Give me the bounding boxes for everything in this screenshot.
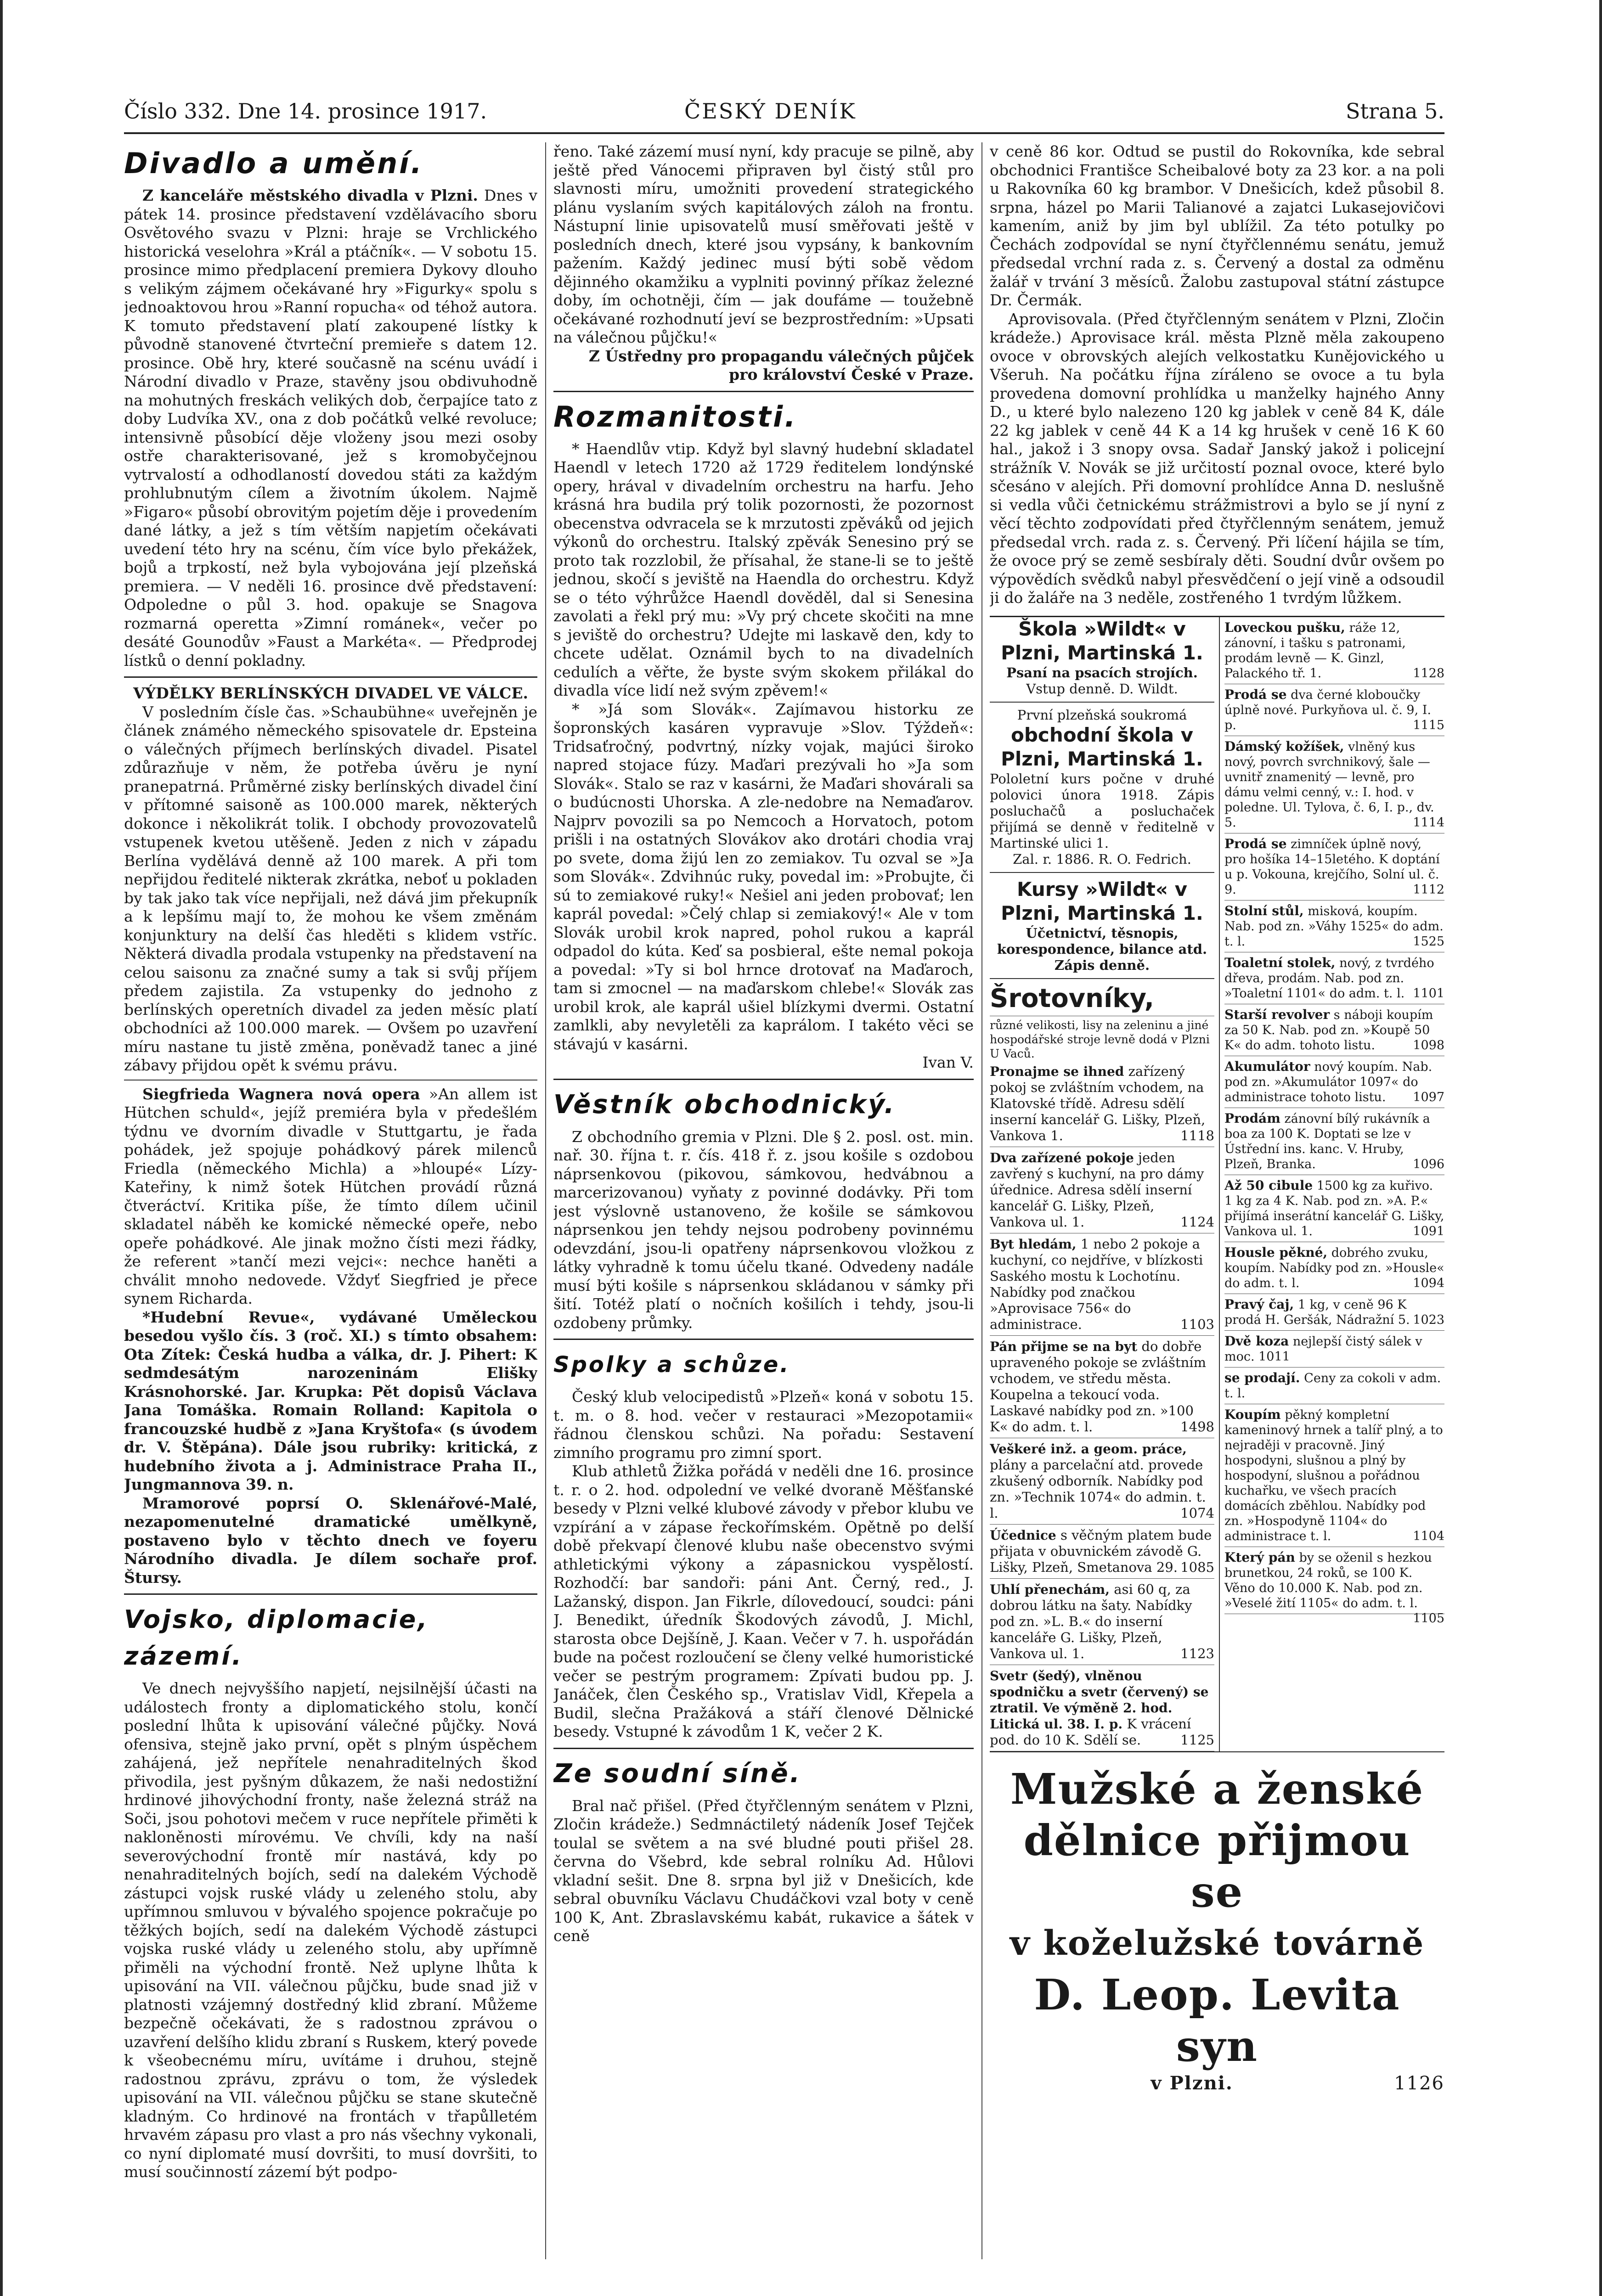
ads-left-list <box>990 1061 1214 1751</box>
column-left <box>124 142 537 2259</box>
classified-ad-code: 1525 <box>1413 934 1444 949</box>
article-aprovisovala: Aprovisovala. (Před čtyřčlenným senátem v Plzni, Zločin krádeže.) Aprovisace král. města Plzně měla zakoupeno ovoce v obrovských alejích velkostatku Kunějovického u Všeruh. Na počátku října zíráleno se ovoce a tu byla provedena domovní prohlídka u manželky hajného Anny D., u které bylo nalezeno 120 kg jablek v ceně 84 K, dále 22 kg jablek v ceně 44 K a 14 kg hrušek v ceně 16 K 60 hal., jakož i 3 snopy ovsa. Sadař Janský jakož i policejní strážník V. Novák se již určitostí poznal ovoce, které bylo sčesáno v alejích. Při domovní prohlídce Anna D. neslušně si vedla vůči četnickému strážmistrovi a bylo se jí nyní z věcí těchto zodpovídati před čtyřčlenným senátem, jemuž předsedal vrch. rada z. s. Červený. Při líčení hájila se tím, že ovoce prý se země sesbíraly děti. Soudní dvůr ovšem po výpovědích svědků nabyl přesvědčení o její vině a odsoudil ji do žaláře na 3 neděle, zostřeného 1 tvrdým lůžkem. <box>990 310 1444 607</box>
ad-rule <box>990 872 1214 873</box>
classified-ad-body: zimníček úplně nový, pro hošíka 14–15letého. K doptání u p. Vokouna, krejčího, Solní ul. č. 9. <box>1224 837 1440 897</box>
classified-ad <box>990 1147 1214 1233</box>
article-cycling-club: Český klub velocipedistů »Plzeň« koná v sobotu 15. t. m. o 8. hod. večer v restauraci »Mezopotamii« řádnou členskou schůzi. Na pořadu: Sestavení zimního programu pro zimní sport. <box>553 1388 974 1462</box>
classified-ad-code: 1097 <box>1413 1090 1444 1104</box>
issue-date: Číslo 332. Dne 14. prosince 1917. <box>124 99 487 124</box>
tannery-ad-line2: dělnice přijmou se <box>1023 1815 1411 1917</box>
classified-ad <box>1224 1294 1444 1331</box>
classified-ad <box>990 1061 1214 1147</box>
classified-ad-heading: Dvě koza <box>1224 1333 1289 1349</box>
classified-ad <box>1224 1547 1444 1626</box>
classified-ad-code: 1091 <box>1413 1224 1444 1238</box>
ad-business-school-body: Pololetní kurs počne v druhé polovici února 1918. Zápis posluchačů a posluchaček přijímá se denně v ředitelně v Martinské ulici 1. <box>990 771 1214 851</box>
classified-ad-body: K vrácení pod. do 10 K. Sdělí se. <box>990 1716 1191 1748</box>
classified-ad-body: zařízený pokoj se zvláštním vchodem, na Klatovské třídě. Adresu sdělí inserní kancelář G. Lišky, Plzeň, Vankova 1. <box>990 1063 1206 1143</box>
classified-ad <box>1224 617 1444 684</box>
classified-ad-heading: Starší revolver <box>1224 1007 1330 1022</box>
classified-ad-code: 1125 <box>1180 1732 1214 1748</box>
page-number: Strana 5. <box>1346 99 1444 124</box>
tannery-ad-line1: Mužské a ženské <box>1010 1764 1424 1814</box>
section-banner-court: Ze soudní síně. <box>553 1758 802 1789</box>
classified-ad-code: 1096 <box>1413 1157 1444 1171</box>
section-rule <box>553 391 974 392</box>
article-berlin-theatres: V posledním čísle čas. »Schaubühne« uveřejněn je článek známého německého spisovatele dr. Epsteina o válečných příjmech berlínských divadel. Pisatel zdůrazňuje v něm, že potřeba úvěru je nyní pranepatrná. Průměrné zisky berlínských divadel činí v přítomné saisoně as 100.000 marek, některých dokonce i několikrát tolik. I obchody provozovatelů vstupenek kvetou utěšeně. Jeden z nich v západu Berlína vydělává denně až 100 marek. A při tom nepřijdou ředitelé nikterak zkrátka, neboť u pokladen by tak jako tak více nepřijali, než dává jim překupník a k lepšímu mají to, že mohou ke všem změnám konjunktury na delší čas hleděti s klidem vstříc. Některá divadla prodala vstupenky na představení na celou saisonu za značné sumy a tak si svůj příjem předem zajistila. Za vstupenky do jednoho z berlínských operetních divadel za jeden měsíc platí obchodníci až 100.000 marek. — Ovšem po uzavření míru nastane tu jistě změna, poněvadž tanec a jiné zábavy přijdou opět k svému právu. <box>124 703 537 1074</box>
classified-ad-code: 1123 <box>1180 1645 1214 1661</box>
article-war-loan-continued: řeno. Také zázemí musí nyní, kdy pracuje se pilně, aby ještě před Vánocemi připraven byl čistý stůl pro slavnosti míru, umožniti provedení strategického plánu vyslaním svých kapitálových záloh na frontu. Nástupní linie upisovatelů musí směřovati ještě v posledních dnech, které jsou vypsány, k bankovním pažením. Každý jedinec musí býti sobě vědom dějinného okamžiku a vyplniti povinný příkaz železné doby, ím ochotněji, čím — jak doufáme — toužebně očekávané rozhodnutí jeví se bezprostředním: »Upsati na válečnou půjčku!« <box>553 142 974 346</box>
article-body: Dnes v pátek 14. prosince představení vzdělávacího sboru Osvětového svazu v Plzni: hraje se Vrchlického historická veselohra »Král a ptáčník«. — V sobotu 15. prosince mimo předplacení premiera Dykovy dlouho s velikým zájmem očekávané hry »Figurky« spolu s jednoaktovou hrou »Ranní ropucha« od téhož autora. K tomuto představení platí zakoupené lístky k původně stanovené čtvrteční premieře s datem 12. prosince. Obě hry, které současně na scénu uvádí i Národní divadlo v Praze, stavěny jsou obdivuhodně na mohutných freskách velikých dob, čerpajíce tato z doby Ludvíka XV., ona z dob počátků velké revoluce; intensivně působící děje vloženy jsou mezi osoby ostře charakterisované, jež s kromobyčejnou vytrvalostí a odhodlaností dovedou státi za každým prohlubnutým cílem a životním úkolem. Najmě »Figaro« působí obrovitým pojetím děje i provedením dané látky, a jež s tím větším napjetím očekávati uvedení této hry na scénu, čím více bylo překážek, bojů a trpkostí, než byla vybojována její plzeňská premiera. — V neděli 16. prosince dvě představení: Odpoledne o půl 3. hod. opakuje se Snagova rozmarná operetta »Zimní románek«, večer po desáté Gounodův »Faust a Markéta«. — Předprodej lístků o denní pokladny. <box>124 186 537 670</box>
ad-courses-enrol: Zápis denně. <box>1054 957 1150 973</box>
classified-ad-body: zánovní bílý rukávník a boa za 100 K. Doptati se lze v Ústřední ins. kanc. V. Hruby, Plzeň, Branka. <box>1224 1111 1430 1171</box>
article-athletic-club: Klub athletů Žižka pořádá v neděli dne 16. prosince t. r. o 2. hod. odpolední ve velké dvoraně Měšťanské besedy v Plzni velké klubové závody v přebor klubu ve vzpírání a v zápase řeckořímském. Opětně po delší době překvapí členové klubu naše obecenstvo svými athletickými výkony a zápasnickou vyspělostí. Rozhodčí: bar sandoři: páni Ant. Černý, red., J. Lažanský, dispon. Jan Fikrle, dílovedoucí, soudci: páni J. Benedikt, úředník Škodových závodů, J. Michl, starosta obce Dejšíně, J. Kaan. Večer v 7. h. uspořádán bude na počest rozloučení se členy velké humoristické večer se pestrým programem: Zpívati budou pp. J. Janáček, člen Českého sp., Vratislav Vidl, Křepela a Budil, slečna Pražáková a stáří členové Dělnické besedy. Vstupné k závodům 1 K, večer 2 K. <box>553 1462 974 1740</box>
section-rule <box>553 1339 974 1340</box>
article-body: »An allem ist Hütchen schuld«, jejíž premiéra byla v předešlém týdnu ve dvorním divadle v Stuttgartu, je řada pohádek, jež spojuje pohádkový párek milenců Friedla (německého Michla) a »hloupé« Lízy-Kateřiny, k nimž šotek Hütchen provádí různá čtveráctví. Kritika píše, že tímto dílem učinil skladatel náběh ke komické německé opeře, nebo opeře pohádkové. Ale jinak možno čísti mezi řádky, že referent »tančí mezi vejci«: nechce haněti a chválit mnoho nedovede. Vždyť Siegfried je přece synem Richarda. <box>124 1085 537 1307</box>
article-rule <box>124 676 537 678</box>
classified-ad <box>1224 736 1444 833</box>
classified-ad <box>990 1579 1214 1665</box>
newspaper-page <box>124 92 1444 2278</box>
classified-ad-body: s věčným platem bude přijata v obuvnickém závodě G. Lišky, Plzeň, Smetanova 29. <box>990 1527 1212 1575</box>
classified-ad-body: misková, koupím. Nab. pod zn. »Váhy 1525« do adm. t. l. <box>1224 904 1444 949</box>
classified-ad <box>1224 952 1444 1004</box>
classified-ad-code: 1498 <box>1180 1418 1214 1435</box>
classified-ad-heading: Stolní stůl, <box>1224 903 1304 918</box>
ad-rule <box>990 978 1214 979</box>
masthead-rule <box>124 132 1444 134</box>
classified-ad-body: Ceny za cokoli v adm. t. l. <box>1224 1371 1441 1401</box>
classified-ad <box>1224 1108 1444 1175</box>
classified-ad-code: 1085 <box>1180 1559 1214 1575</box>
article-ja-som-slovak: * »Já som Slovák«. Zajímavou historku ze šopronských kasáren vypravuje »Slov. Týždeň«: Tridsaťročný, podvrtný, nízky vojak, majúci široko napred stojace fúzy. Maďari prezývali ho »Ja som Slovák«. Stalo se raz v kasárni, že Maďari shovárali sa o budúcnosti Uhorska. A zle-nedobre na Nemaďarov. Najprv povozili sa po Nemcoch a Horvatoch, potom prišli i na ostatných Slovákov ako drotári chodia vraj po svete, doma žijú len zo zemiakov. Tu ozval se »Ja som Slovák«. Zdvihnúc ruky, povedal im: »Probujte, či sú to zemiakové ruky!« Nešiel ani jeden probovať; len kaprál povedal: »Čelý chlap si zemiakový!« Ale v tom Slovák urobil krok napred, pohol rukou a kaprál odpadol do kúta. Keď sa posbieral, ešte nemal pokoja a povedal: »Ty si bol hrnce drotovať na Maďaroch, tam si zmocnel — na maďarskom chlebe!« Slovák zas urobil krok, ale kaprál ušiel blízkymi dvermi. Ostatní zamlkli, aby nevyletěli za kaprálom. I takéto věci se stávajú v kasárni. <box>553 700 974 1053</box>
classified-ad-heading: Veškeré inž. a geom. práce, <box>990 1441 1187 1457</box>
column-right <box>990 142 1444 2259</box>
tannery-ad-line4: D. Leop. Levita syn <box>1034 1970 1400 2071</box>
classified-ad-body: dobrého zvuku, koupím. Nabídky pod zn. »Housle« do adm. t. l. <box>1224 1245 1444 1290</box>
classified-ad-body: 1 kg, v ceně 96 K prodá H. Geršák, Nádražní 5. <box>1224 1297 1410 1327</box>
masthead <box>124 92 1444 129</box>
ad-business-school-title: obchodní škola v Plzni, Martinská 1. <box>1001 723 1203 770</box>
classified-ad <box>1224 684 1444 736</box>
classified-ad-heading: Pán přijme se na byt <box>990 1339 1138 1354</box>
classified-ad-body: pěkný kompletní kameninový hrnek a talíř plný, a to nejraději v pracovně. Jiný hospodyni, slušnou a plný by hospodyní, slušnou a pořádnou kuchařku, ve všech pracích domácích zběhlou. Nabídky pod zn. »Hospodyně 1104« do administrace t. l. <box>1224 1407 1443 1543</box>
article-signature: Z Ústředny pro propagandu válečných půjček pro království České v Praze. <box>588 347 974 383</box>
tannery-ad <box>990 1763 1444 2095</box>
classified-column-right <box>1220 617 1444 1751</box>
ad-courses-title: Kursy »Wildt« v Plzni, Martinská 1. <box>1001 878 1203 924</box>
ads-right-list <box>1224 617 1444 1626</box>
classified-ad <box>1224 1056 1444 1108</box>
classified-ad-body: dva černé kloboučky úplně nové. Purkyňova ul. č. 9, I. p. <box>1224 687 1432 732</box>
classified-ad <box>990 1665 1214 1751</box>
tannery-ad-line3: v koželužské továrně <box>1010 1923 1425 1963</box>
newspaper-title: ČESKÝ DENÍK <box>684 99 857 124</box>
classified-ad-heading: Loveckou pušku, <box>1224 619 1345 635</box>
classified-ad <box>1224 1175 1444 1242</box>
left-edge-shadow <box>0 0 3 2296</box>
article-hudebni-revue: *Hudební Revue«, vydávané Uměleckou besedou vyšlo čís. 3 (roč. XI.) s tímto obsahem: Ota Zítek: Česká hudba a válka, dr. J. Pihert: K sedmdesátým narozeninám Elišky Krásnohorské. Jar. Krupka: Pět dopisů Václava Jana Tomáška. Romain Rolland: Kapitola o francouzské hudbě z »Jana Kryštofa« (s úvodem dr. V. Štěpána). Dále jsou rubriky: kritická, z hudebního života a j. Administrace Praha II., Jungmannova 39. n. <box>124 1308 537 1493</box>
classified-ad <box>1224 900 1444 952</box>
classified-ad-body: 1 nebo 2 pokoje a kuchyní, co nejdříve, v blízkosti Saského mostu k Lochotínu. Nabídky pod značkou »Aprovisace 756« do administrace. <box>990 1236 1203 1332</box>
classified-ad-body: jeden zavřený s kuchyní, na pro dámy úřednice. Adresa sdělí inserní kancelář G. Lišky, Plzeň, Vankova ul. 1. <box>990 1149 1204 1230</box>
classified-ad-heading: Uhlí přenechám, <box>990 1581 1110 1597</box>
article-signature: Ivan V. <box>922 1053 974 1071</box>
section-banner-varieties: Rozmanitosti. <box>553 400 797 433</box>
classified-ad-code: 1023 <box>1413 1312 1444 1327</box>
classified-ad-heading: Prodám <box>1224 1110 1280 1126</box>
classified-ad-heading: Prodá se <box>1224 687 1287 702</box>
column-middle <box>553 142 974 2259</box>
classified-ad-code: 1112 <box>1413 882 1444 897</box>
classified-ad <box>1224 833 1444 900</box>
classified-ads <box>990 616 1444 1752</box>
section-banner-army: Vojsko, diplomacie, zázemí. <box>124 1605 429 1671</box>
article-heading-berlin: VÝDĚLKY BERLÍNSKÝCH DIVADEL VE VÁLCE. <box>133 684 528 702</box>
classified-ad <box>990 1233 1214 1336</box>
classified-ad-code: 1114 <box>1413 815 1444 830</box>
classified-ad-code: 1128 <box>1413 666 1444 681</box>
classified-ad-heading: Účednice <box>990 1527 1056 1543</box>
classified-ad <box>1224 1331 1444 1367</box>
tannery-ad-city: v Plzni. <box>1151 2072 1233 2094</box>
classified-ad-body: nejlepší čistý sálek v moc. 1011 <box>1224 1334 1422 1364</box>
ad-school-wildt-line2: Vstup denně. D. Wildt. <box>1026 681 1178 697</box>
classified-ad-code: 1104 <box>1413 1529 1444 1543</box>
classified-ad-heading: Koupím <box>1224 1407 1281 1422</box>
classified-ad-heading: Který pán <box>1224 1549 1295 1565</box>
classified-ad-heading: Dámský kožíšek, <box>1224 738 1344 754</box>
column-divider-1 <box>545 142 546 2259</box>
right-edge-shadow <box>1599 0 1602 2296</box>
classified-ad-heading: Prodá se <box>1224 836 1287 851</box>
classified-ad <box>1224 1242 1444 1294</box>
classified-ad-heading: Svetr (šedý), vlněnou spodničku a svetr (červený) se ztratil. Ve výměně 2. hod. Litická ul. 38. I. p. <box>990 1668 1209 1732</box>
article-war-loan: Ve dnech nejvyššího napjetí, nejsilnější účasti na událostech fronty a diplomatického stolu, končí poslední lhůta k upisování válečné půjčky. Nová ofensiva, stejně jako první, opět s plným úspěchem zahájená, jež nepřítele nenahraditelných škod přivodila, jest pyšným důkazem, že naši nedostižní hrdinové jihovýchodní fronty, naše železná stráž na Soči, jsou pohotovi mečem v ruce nepřítele přiměti k nakloněnosti mírovému. Ve chvíli, kdy na naší severovýchodní frontě mír nastává, kdy po nenahraditelných bojích, sedí na dalekém Východě zástupci vojsk ruské vlády u zeleného stolu, aby upřímnou smluvou v bývalého spojence pokračuje po těžkých bojích, sedí na dalekém Východě zástupci vojska ruské vlády u zeleného stolu, aby upřímně přiměli na východní frontě. Než uplyne lhůta k upisování na VII. válečnou půjčku, bude snad již v platnosti vzájemný dostředný klid zbraní. Můžeme bezpečně očekávati, že s radostnou zprávou o uzavření delšího klidu zbraní s Ruskem, který povede k všeobecnému míru, uvítáme i druhou, stejně radostnou zprávu, zprávu o tom, že výsledek upisování na VII. válečnou půjčku se stane skutečně kladným. Co hrdinové na frontách v třapůlletém hrvavém zápasu pro vlast a pro nás všechny vykonali, co nyní diplomaté musí dovršiti, to musí dovršiti, to musí součinností zázemí být podpo- <box>124 1679 537 2181</box>
article-haendl: * Haendlův vtip. Když byl slavný hudební skladatel Haendl v letech 1720 až 1729 ředitelem londýnské opery, hrával v divadelním orchestru na harfu. Jeho krásná hra budila prý tolik pozornosti, že pozornost obecenstva odvracela se k mrzutosti zpěváků od jejich výkonů do orchestru. Italský zpěvák Senesino prý se proto tak rozzlobil, že přísahal, že stane-li se to ještě jednou, skočí s jeviště na Haendla do orchestru. Když se o této výhrůžce Haendl dověděl, dal si Senesina zavolati a řekl prý mu: »Vy prý chcete skočiti na mne s jeviště do orchestru? Udejte mi laskavě den, kdy to chcete udělat. Oznámil bych to na divadelních cedulích a věřte, že byste svým skokem přilákal do divadla více lidí než svým zpěvem!« <box>553 439 974 699</box>
section-banner-clubs: Spolky a schůze. <box>553 1352 790 1378</box>
classified-ad <box>990 1438 1214 1525</box>
classified-ad <box>1224 1404 1444 1547</box>
section-banner-theatre: Divadlo a umění. <box>124 146 423 180</box>
classified-ad-body: by se oženil s hezkou brunetkou, 24 roků, se 100 K. Věno do 10.000 K. Nab. pod zn. »Veselé žití 1105« do adm. t. l. <box>1224 1550 1432 1610</box>
article-court-continued: v ceně 86 kor. Odtud se pustil do Rokovníka, kde sebral obchodnici Františce Scheibalové boty za 23 kor. a na poli u Rakovníka 60 kg brambor. V Dnešicích, kdež působil 8. srpna, házel po Marii Talianové a zajatci Lukasejovičovi kamením, aniž by jim byl ublížil. Za této potulky po Čechách zodpovídal se nyní čtyřčlennému senátu, jemuž předsedal vrchní rada z. s. Červený a dostal za odměnu žalář v trvání 3 měsíců. Žalobu zastupoval státní zástupce Dr. Čermák. <box>990 142 1444 309</box>
classified-ad <box>990 1336 1214 1438</box>
article-theatre-office <box>124 186 537 670</box>
article-court-theft: Bral nač přišel. (Před čtyřčlenným senátem v Plzni, Zločin krádeže.) Sedmnáctiletý nádeník Josef Tejček toulal se světem a na své bludné pouti přišel 28. června do Všebrd, kde sebral rolníku Ad. Hůlovi vkladní sešit. Dne 8. srpna byl již v Dnešicích, kde sebral obuvníku Václavu Chudáčkovi vzal boty v ceně 100 K, Ant. Zbraslavskému kabát, rukavice a šátek v ceně <box>553 1796 974 1945</box>
tannery-ad-code: 1126 <box>1394 2072 1444 2094</box>
section-rule <box>553 1079 974 1080</box>
classified-ad-body: plány a parcelační atd. provede zkušený odborník. Nabídky pod zn. »Technik 1074« do admin. t. l. <box>990 1457 1206 1521</box>
classified-ad-heading: Pronajme se ihned <box>990 1064 1124 1079</box>
classified-ad-code: 1098 <box>1413 1038 1444 1052</box>
section-banner-commerce: Věstník obchodnický. <box>553 1089 896 1120</box>
classified-ad-heading: Pravý čaj, <box>1224 1296 1294 1312</box>
classified-ad <box>1224 1367 1444 1404</box>
classified-ad-body: do dobře upraveného pokoje se zvláštním vchodem, ve středu města. Koupelna a tekoucí voda. Laskavé nabídky pod zn. »100 K« do adm. t. l. <box>990 1338 1207 1435</box>
classified-ad-heading: Toaletní stolek, <box>1224 955 1336 970</box>
classified-ad-body: vlněný kus nový, povrch svrchnikový, šale — uvnitř znamenitý — levně, pro dámu velmi cenný, v.: I. hod. v poledne. Ul. Tylova, č. 6, I. p., dv. 5. <box>1224 739 1434 830</box>
classified-ad-code: 1074 <box>1180 1505 1214 1521</box>
section-rule <box>553 1748 974 1749</box>
ad-business-school-sig: Zal. r. 1886. R. O. Fedrich. <box>1013 851 1191 867</box>
classified-ad-heading: Byt hledám, <box>990 1236 1077 1252</box>
ad-school-wildt-line1: Psaní na psacích strojích. <box>1006 664 1198 681</box>
classified-ad-body: 1500 kg za kuřivo. 1 kg za 4 K. Nab. pod zn. »A. P.« přijímá inserátní kancelář G. Lišky, Vankova ul. 1. <box>1224 1178 1444 1238</box>
article-heading: Siegfrieda Wagnera nová opera <box>142 1085 420 1103</box>
article-heading: Z kanceláře městského divadla v Plzni. <box>142 186 478 204</box>
ad-school-wildt-title: Škola »Wildt« v Plzni, Martinská 1. <box>1001 617 1203 664</box>
ad-business-school-line1: První plzeňská soukromá <box>1017 707 1187 723</box>
article-mramorove-poprsi: Mramorové poprsí O. Sklenářové-Malé, nezapomenutelné dramatické umělkyně, postaveno bylo v těchto dnech ve foyeru Národního divadla. Je dílem sochaře prof. Štursy. <box>124 1494 537 1587</box>
classified-ad-code: 1105 <box>1413 1611 1444 1626</box>
classified-ad-body: s náboji koupím za 50 K. Nab. pod zn. »Koupě 50 K« do adm. tohoto listu. <box>1224 1007 1433 1052</box>
classified-ad-heading: Až 50 cibule <box>1224 1177 1313 1193</box>
classified-ad <box>1224 1004 1444 1056</box>
classified-ad-code: 1124 <box>1180 1214 1214 1230</box>
classified-ad-body: asi 60 q, za dobrou látku na šaty. Nabídky pod zn. »L. B.« do inserní kanceláře G. Lišky, Plzeň, Vankova ul. 1. <box>990 1581 1192 1661</box>
classified-ad-heading: Akumulátor <box>1224 1058 1310 1074</box>
classified-ad <box>990 1525 1214 1579</box>
classified-ad-code: 1101 <box>1413 986 1444 1001</box>
ad-courses-body: Účetnictví, těsnopis, korespondence, bilance atd. <box>997 925 1207 957</box>
classified-ad-code: 1094 <box>1413 1276 1444 1290</box>
classified-ad-body: nový koupím. Nab. pod zn. »Akumulátor 1097« do administrace tohoto listu. <box>1224 1059 1433 1104</box>
article-trade-guild: Z obchodního gremia v Plzni. Dle § 2. posl. ost. min. nař. 30. října t. r. čís. 418 ř. z. jsou košile s ozdobou náprsenkovou (pikovou, sámkovou, hedvábnou a marcerizovanou) vyňaty z povinné dodávky. Při tom jest výslovně ustanoveno, že košile se sámkovou náprsenkou jen tehdy nejsou podrobeny povinnému odevzdání, jsou-li opatřeny náprsenkovou vložkou z látky vyhradně k tomu účelu tkané. Odvedeny nadále musí býti košile s náprsenkou skládanou v sámky při šití. Totéž platí o nočních košilích i tehdy, jsou-li ozdobeny průmky. <box>553 1127 974 1332</box>
article-wagner-opera <box>124 1085 537 1308</box>
ad-grinders-body: různé velikosti, lisy na zeleninu a jiné hospodářské stroje levně dodá v Plzni U Vaců. <box>990 1016 1214 1061</box>
classified-ad-code: 1103 <box>1180 1316 1214 1332</box>
classified-ad-code: 1118 <box>1180 1127 1214 1143</box>
classified-ad-heading: se prodají. <box>1224 1370 1300 1385</box>
ad-rule <box>990 702 1214 703</box>
classified-ad-heading: Housle pěkné, <box>1224 1244 1328 1260</box>
classified-ad-body: ráže 12, zánovní, i tašku s patronami, prodám levně — K. Ginzl, Palackého tř. 1. <box>1224 620 1406 681</box>
classified-ad-code: 1115 <box>1413 718 1444 732</box>
section-rule <box>124 1593 537 1595</box>
classified-ad-heading: Dva zařízené pokoje <box>990 1150 1134 1165</box>
tannery-ad-footer <box>990 2072 1444 2095</box>
classified-ad-body: nový, z tvrdého dřeva, prodám. Nab. pod zn. »Toaletní 1101« do adm. t. l. <box>1224 956 1434 1001</box>
ad-grinders-title: Šrotovníky, <box>990 983 1154 1013</box>
classified-column-left <box>990 617 1220 1751</box>
